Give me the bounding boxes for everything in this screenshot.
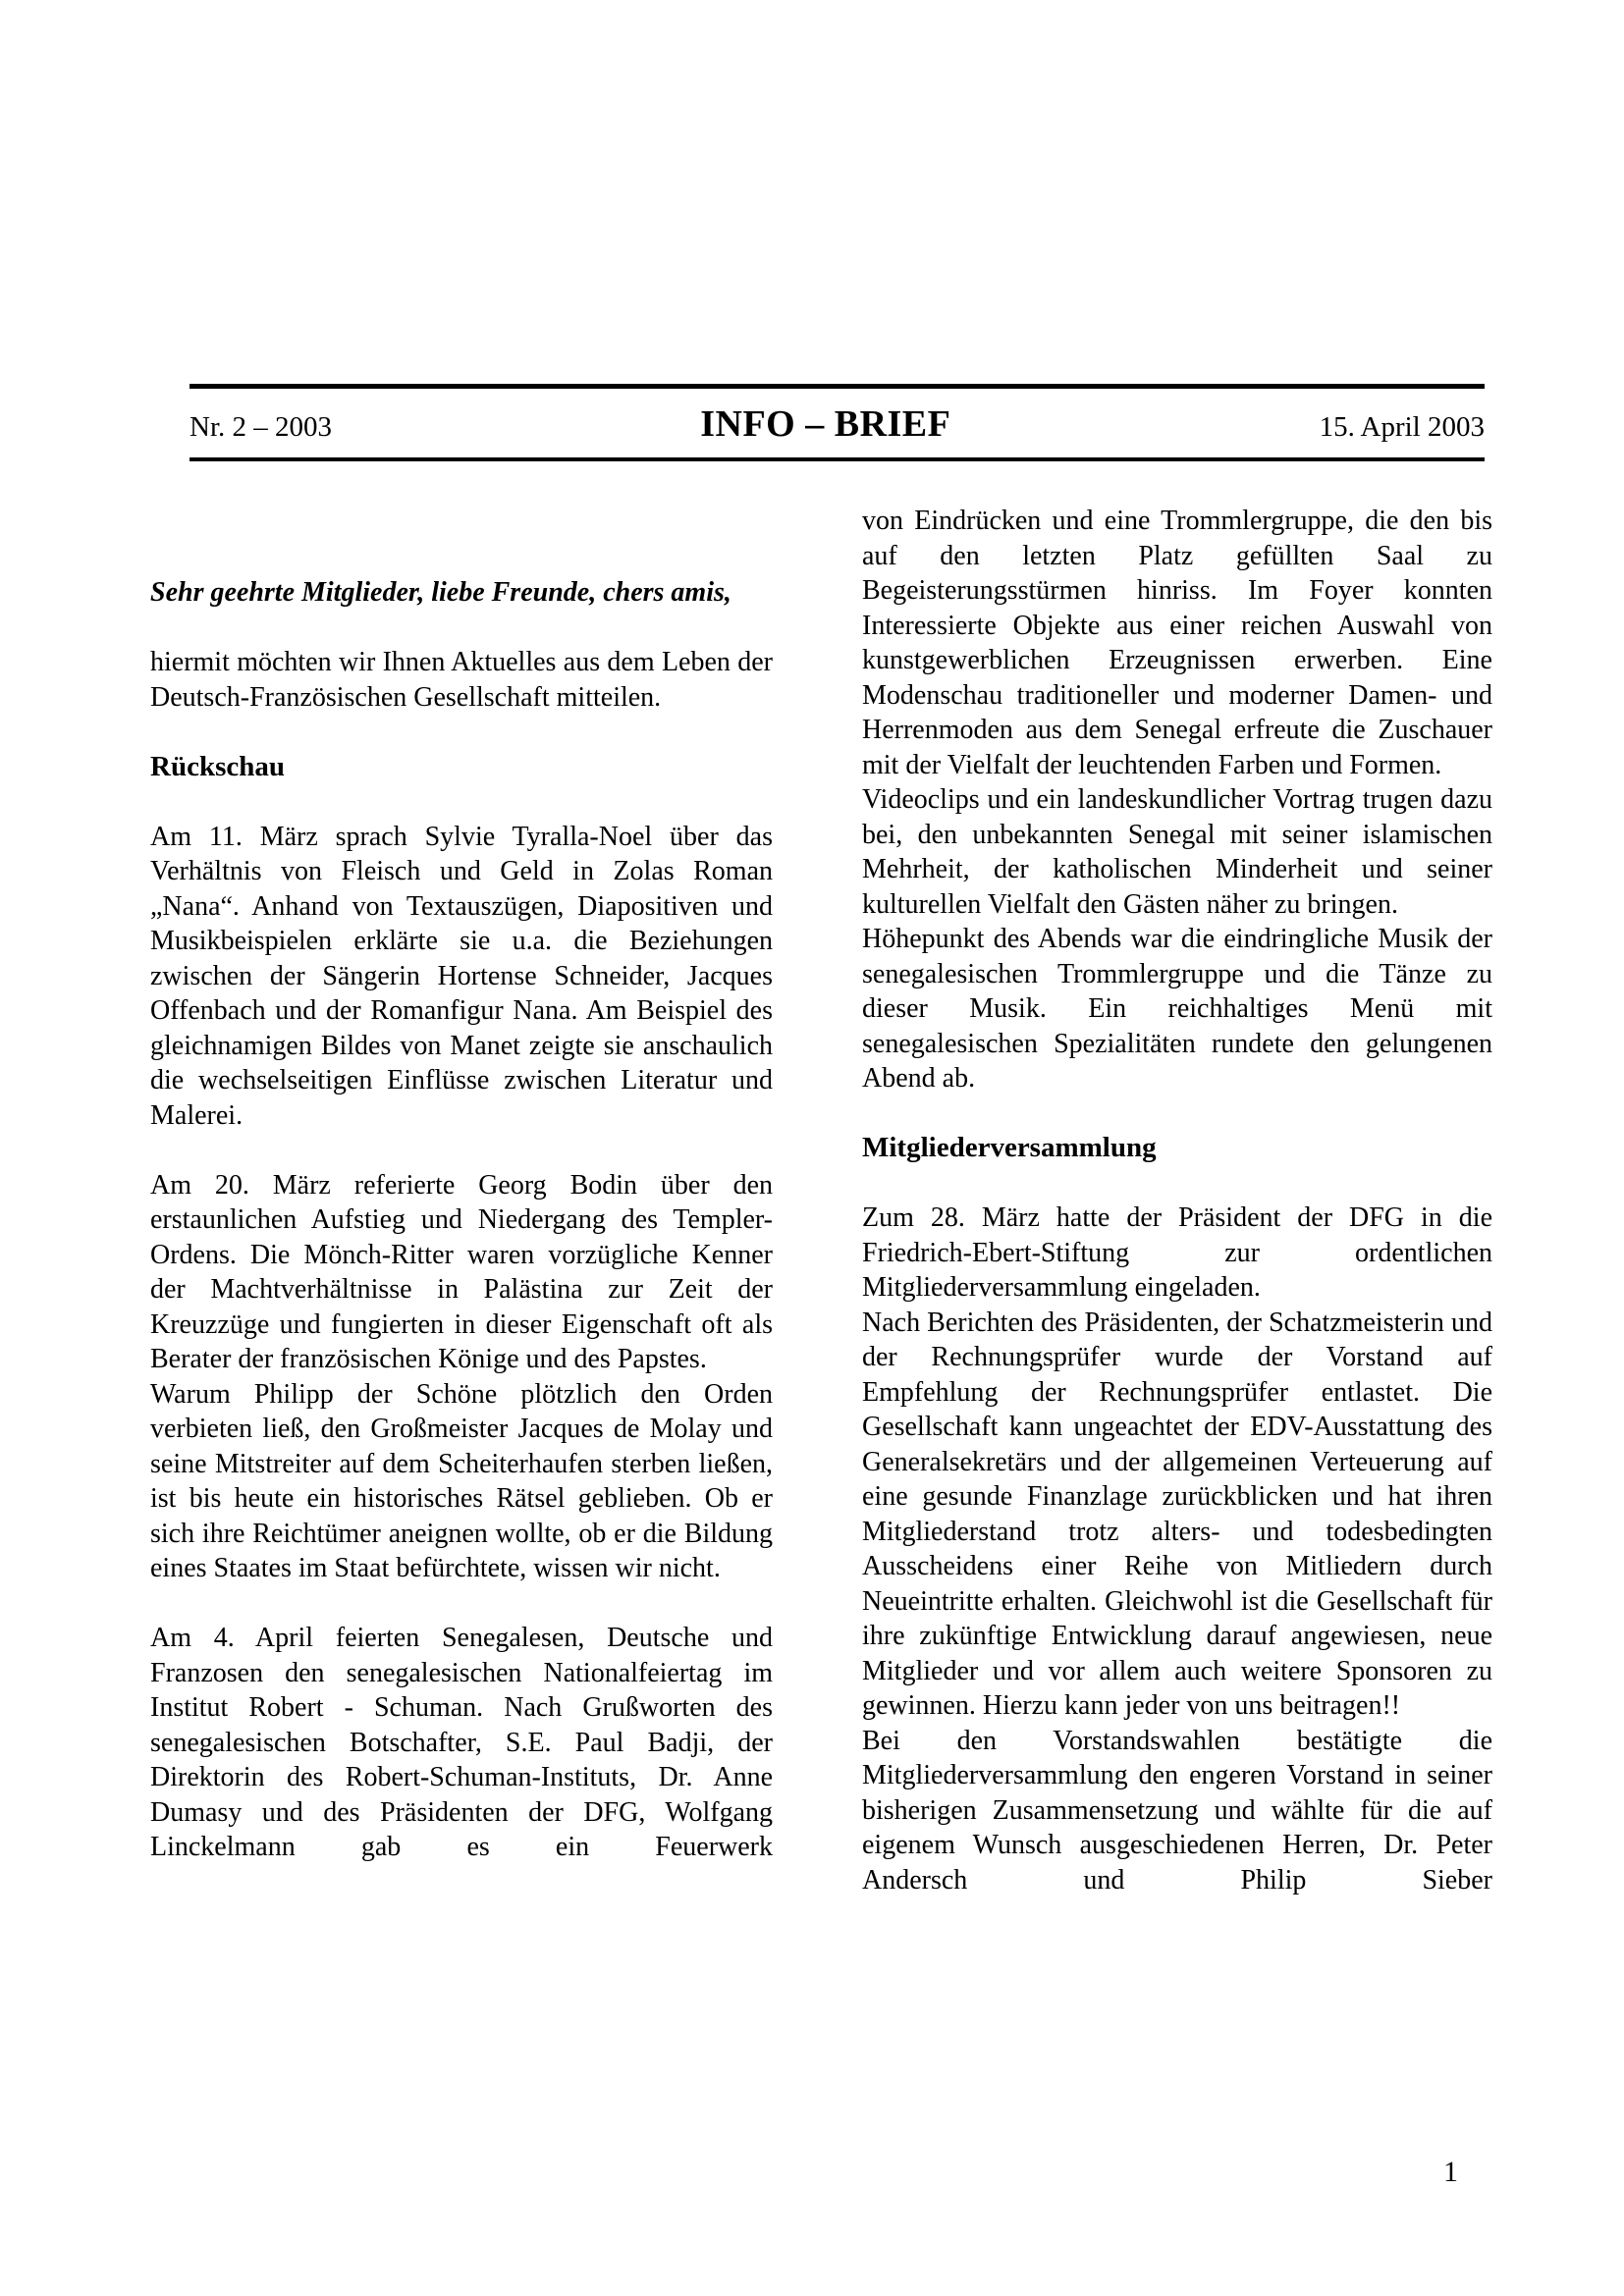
newsletter-title: INFO – BRIEF <box>700 403 951 445</box>
header-rule-bottom <box>189 457 1485 461</box>
left-column <box>150 504 773 1865</box>
paragraph-philipp: Warum Philipp der Schöne plötzlich den Orden verbieten ließ, den Großmeister Jacques de Molay und seine Mitstreiter auf dem Scheiterhaufen sterben ließen, ist bis heute ein historisches Rätsel geblieben. Ob er sich ihre Reichtümer aneignen wollte, ob er die Bildung eines Staates im Staat befürchtete, wissen wir nicht. <box>150 1378 773 1583</box>
header-rule-top <box>189 384 1485 389</box>
paragraph-berichte: Nach Berichten des Präsidenten, der Schatzmeisterin und der Rechnungsprüfer wurde der Vorstand auf Empfehlung der Rechnungsprüfer entlastet. Die Gesellschaft kann ungeachtet der EDV-Ausstattung des Generalsekretärs und der allgemeinen Verteuerung auf eine gesunde Finanzlage zurückblicken und hat ihren Mitgliederstand trotz alters- und todesbedingten Ausscheidens einer Reihe von Mitliedern durch Neueintritte erhalten. Gleichwohl ist die Gesellschaft für ihre zukünftige Entwicklung darauf angewiesen, neue Mitglieder und vor allem auch weitere Sponsoren zu gewinnen. Hierzu kann jeder von uns beitragen!! <box>862 1307 1492 1721</box>
paragraph-trommlergruppe: von Eindrücken und eine Trommlergruppe, die den bis auf den letzten Platz gefüllten Saal zu Begeisterungsstürmen hinriss. Im Foyer konnten Interessierte Objekte aus einer reichen Auswahl von kunstgewerblichen Erzeugnissen erwerben. Eine Modenschau traditioneller und moderner Damen- und Herrenmoden aus dem Senegal erfreute die Zuschauer mit der Vielfalt der leuchtenden Farben und Formen. <box>862 506 1492 780</box>
paragraph-hoehepunkt: Höhepunkt des Abends war die eindringliche Musik der senegalesischen Trommlergruppe und die Tänze zu dieser Musik. Ein reichhaltiges Menü mit senegalesischen Spezialitäten rundete den gelungenen Abend ab. <box>862 924 1492 1094</box>
paragraph-nationalfeiertag: Am 4. April feierten Senegalesen, Deutsche und Franzosen den senegalesischen Nationalfeiertag im Institut Robert - Schuman. Nach Grußworten des senegalesischen Botschafter, S.E. Paul Badji, der Direktorin des Robert-Schuman-Instituts, Dr. Anne Dumasy und des Präsidenten der DFG, Wolfgang Linckelmann gab es ein Feuerwerk <box>150 1623 773 1862</box>
page-number: 1 <box>1443 2156 1458 2188</box>
issue-number: Nr. 2 – 2003 <box>189 411 332 443</box>
issue-date: 15. April 2003 <box>1319 411 1485 443</box>
right-column <box>862 504 1492 1897</box>
paragraph-videoclips: Videoclips und ein landeskundlicher Vortrag trugen dazu bei, den unbekannten Senegal mit seiner islamischen Mehrheit, der katholischen Minderheit und seiner kulturellen Vielfalt den Gästen näher zu bringen. <box>862 784 1492 920</box>
salutation: Sehr geehrte Mitglieder, liebe Freunde, chers amis, <box>150 577 731 608</box>
page-header <box>189 402 1485 446</box>
paragraph-einladung: Zum 28. März hatte der Präsident der DFG in die Friedrich-Ebert-Stiftung zur ordentlichen Mitgliederversammlung eingeladen. <box>862 1202 1492 1303</box>
section-heading-rueckschau: Rückschau <box>150 750 285 782</box>
section-heading-mitgliederversammlung: Mitgliederversammlung <box>862 1132 1157 1163</box>
paragraph-vorstandswahlen: Bei den Vorstandswahlen bestätigte die Mitgliederversammlung den engeren Vorstand in seiner bisherigen Zusammensetzung und wählte für die auf eigenem Wunsch ausgeschiedenen Herren, Dr. Peter Andersch und Philip Sieber <box>862 1725 1492 1896</box>
intro-paragraph: hiermit möchten wir Ihnen Aktuelles aus dem Leben der Deutsch-Französischen Gesellschaft mitteilen. <box>150 647 773 713</box>
paragraph-templer-orden: Am 20. März referierte Georg Bodin über den erstaunlichen Aufstieg und Niedergang des Templer-Ordens. Die Mönch-Ritter waren vorzügliche Kenner der Machtverhältnisse in Palästina zur Zeit der Kreuzzüge und fungierten in dieser Eigenschaft oft als Berater der französischen Könige und des Papstes. <box>150 1169 773 1374</box>
paragraph-talk-zola: Am 11. März sprach Sylvie Tyralla-Noel über das Verhältnis von Fleisch und Geld in Zolas Roman „Nana“. Anhand von Textauszügen, Diapositiven und Musikbeispielen erklärte sie u.a. die Beziehungen zwischen der Sängerin Hortense Schneider, Jacques Offenbach und der Romanfigur Nana. Am Beispiel des gleichnamigen Bildes von Manet zeigte sie anschaulich die wechselseitigen Einflüsse zwischen Literatur und Malerei. <box>150 821 773 1131</box>
